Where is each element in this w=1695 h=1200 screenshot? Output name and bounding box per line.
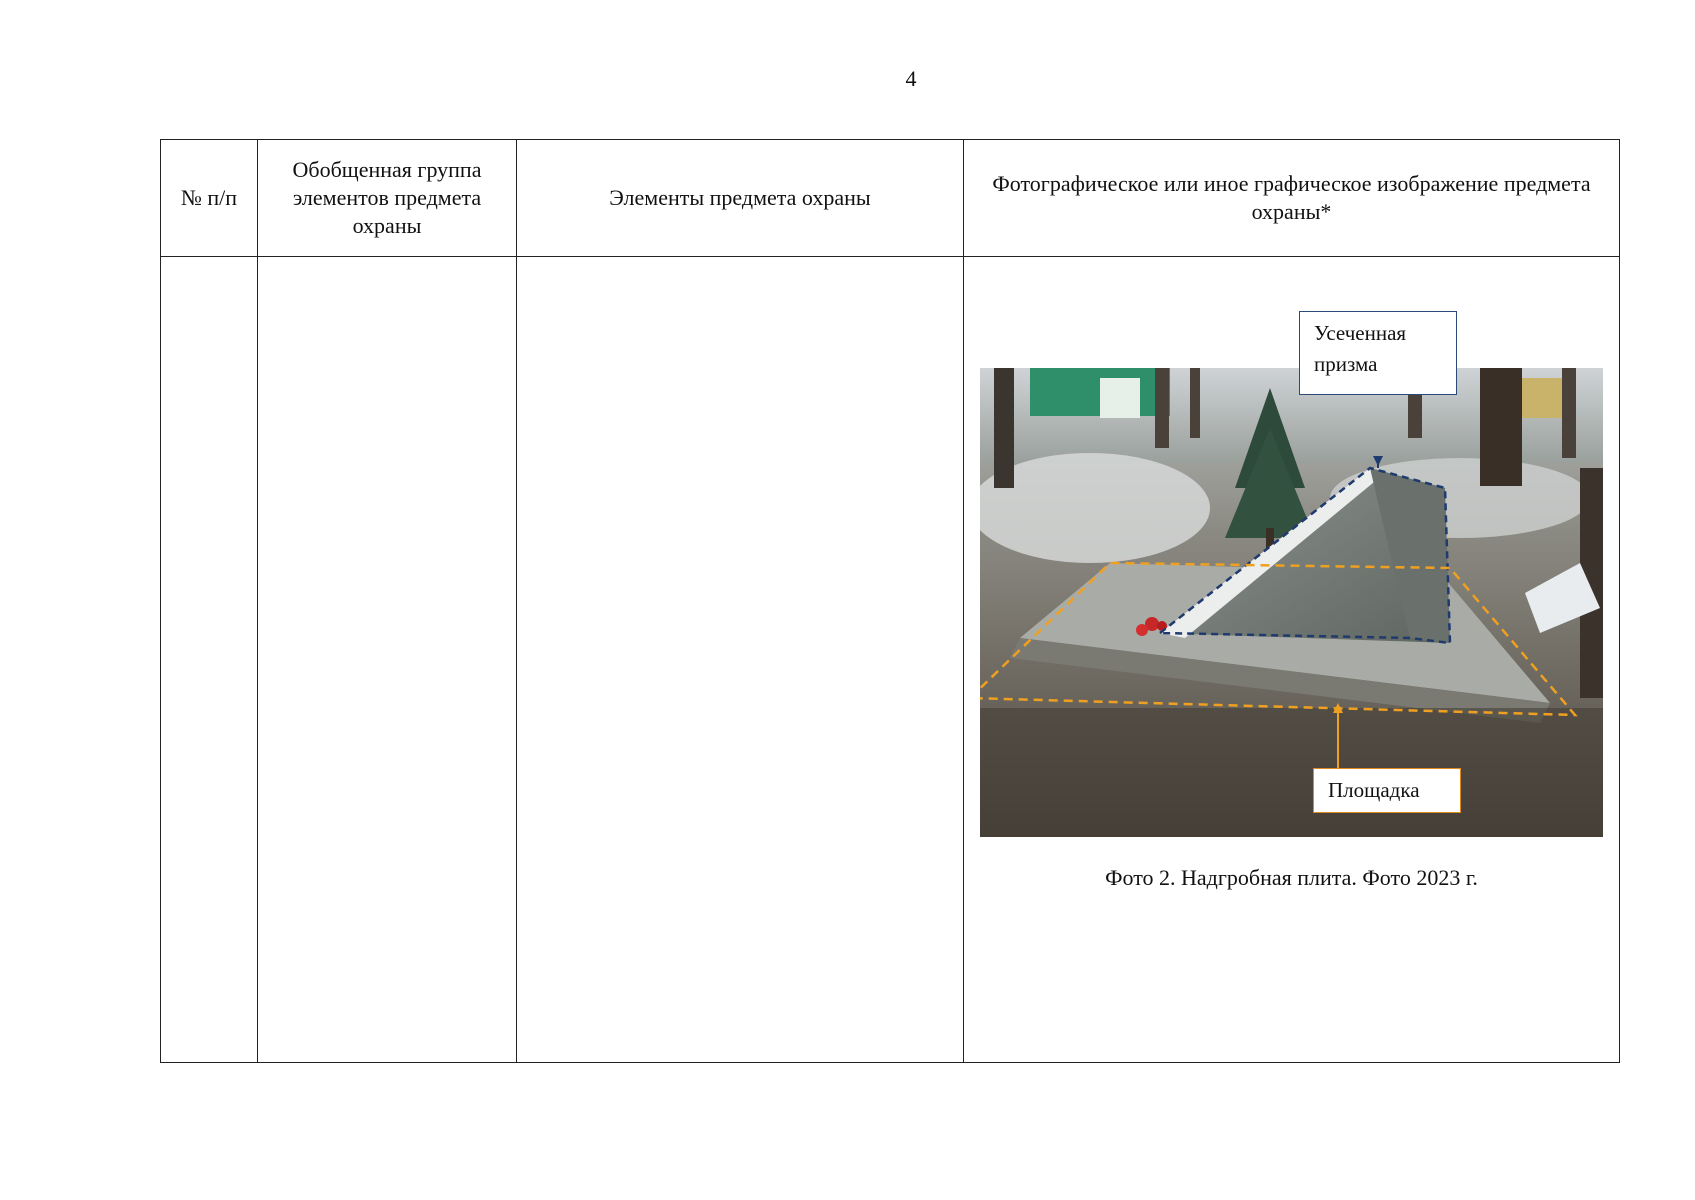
tombstone-photo: [980, 368, 1603, 837]
table-row: [161, 257, 1620, 1063]
cell-number: [161, 257, 258, 1063]
tombstone-photo-drawing: [980, 368, 1603, 837]
cell-element-group: [258, 257, 517, 1063]
cell-image: [964, 257, 1620, 1063]
page-number: 4: [905, 66, 917, 91]
header-image: Фотографическое или иное графическое изображение предмета охраны*: [964, 140, 1620, 257]
header-element-group: Обобщенная группа элементов предмета охраны: [258, 140, 517, 257]
header-elements: Элементы предмета охраны: [517, 140, 964, 257]
table-header-row: [161, 140, 1620, 257]
callout-truncated-prism: Усеченная призма: [1299, 311, 1457, 395]
cell-elements: [517, 257, 964, 1063]
header-number: № п/п: [161, 140, 258, 257]
protection-subject-table: [160, 139, 1620, 1063]
photo-caption: Фото 2. Надгробная плита. Фото 2023 г.: [1105, 865, 1478, 890]
callout-platform: Площадка: [1313, 768, 1461, 813]
